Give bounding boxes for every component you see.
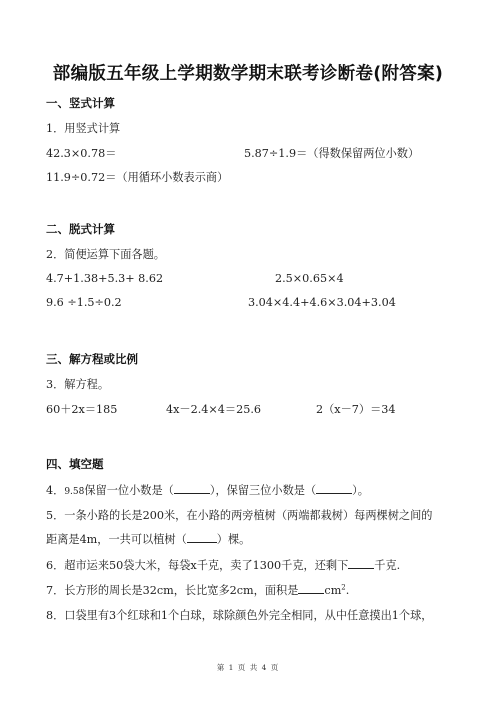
answer-blank-6[interactable] xyxy=(348,557,374,569)
page-footer: 第 1 页 共 4 页 xyxy=(216,663,280,672)
question-1b: 5.87÷1.9＝（得数保留两位小数） xyxy=(244,147,420,160)
question-4-text-1: 保留一位小数是（ xyxy=(84,484,174,497)
question-5-text-2: ）棵。 xyxy=(216,533,251,546)
question-1c: 11.9÷0.72＝（用循环小数表示商） xyxy=(46,171,229,184)
answer-blank-7[interactable] xyxy=(298,582,324,594)
question-7-text-2: . xyxy=(345,584,350,597)
answer-blank-4a[interactable] xyxy=(174,482,210,494)
question-3-stem: 3．解方程。 xyxy=(46,378,110,391)
document-title: 部编版五年级上学期数学期末联考诊断卷(附答案) xyxy=(52,64,444,84)
section-heading-step-calc: 二、脱式计算 xyxy=(46,222,115,236)
section-heading-equations: 三、解方程或比例 xyxy=(46,352,138,366)
question-1-stem: 1．用竖式计算 xyxy=(46,122,121,135)
question-4-number: 4． xyxy=(46,484,65,497)
question-3b: 4x－2.4×4＝25.6 xyxy=(166,403,261,416)
question-4-text-3: ）。 xyxy=(352,484,369,497)
question-2d: 3.04×4.4+4.6×3.04+3.04 xyxy=(248,296,396,309)
question-8-line-1: 8．口袋里有3个红球和1个白球，球除颜色外完全相同，从中任意摸出1个球， xyxy=(46,609,433,622)
question-6-text-1: 6．超市运来50袋大米，每袋x千克，卖了1300千克，还剩下 xyxy=(46,559,349,572)
question-6-text-2: 千克. xyxy=(374,559,401,572)
question-6 xyxy=(46,557,400,573)
question-5-line-2 xyxy=(46,531,250,547)
section-heading-fill-blank: 四、填空题 xyxy=(46,457,104,471)
question-7-text-1: 7．长方形的周长是32cm，长比宽多2cm，面积是 xyxy=(46,584,299,597)
question-7-unit-exponent: 2 xyxy=(341,583,346,592)
question-3c: 2（x－7）＝34 xyxy=(316,403,396,416)
question-2a: 4.7+1.38+5.3+ 8.62 xyxy=(46,272,164,285)
question-4-decimal: 9.58̇ xyxy=(64,487,85,497)
question-7 xyxy=(46,582,349,598)
question-7-unit: cm xyxy=(324,584,342,597)
answer-blank-5[interactable] xyxy=(187,531,217,543)
question-2b: 2.5×0.65×4 xyxy=(275,272,344,285)
question-1a: 42.3×0.78＝ xyxy=(46,147,117,160)
question-5-text-1: 距离是4m，一共可以植树（ xyxy=(46,533,187,546)
question-4-text-2: ），保留三位小数是（ xyxy=(209,484,317,497)
question-4 xyxy=(46,482,369,498)
question-5-line-1: 5．一条小路的长是200米，在小路的两旁植树（两端都栽树）每两棵树之间的 xyxy=(46,509,433,522)
question-2c: 9.6 ÷1.5÷0.2 xyxy=(46,296,122,309)
section-heading-vertical-calc: 一、竖式计算 xyxy=(46,96,115,110)
answer-blank-4b[interactable] xyxy=(316,482,352,494)
question-2-stem: 2．简便运算下面各题。 xyxy=(46,248,165,261)
question-3a: 60＋2x＝185 xyxy=(46,403,118,416)
